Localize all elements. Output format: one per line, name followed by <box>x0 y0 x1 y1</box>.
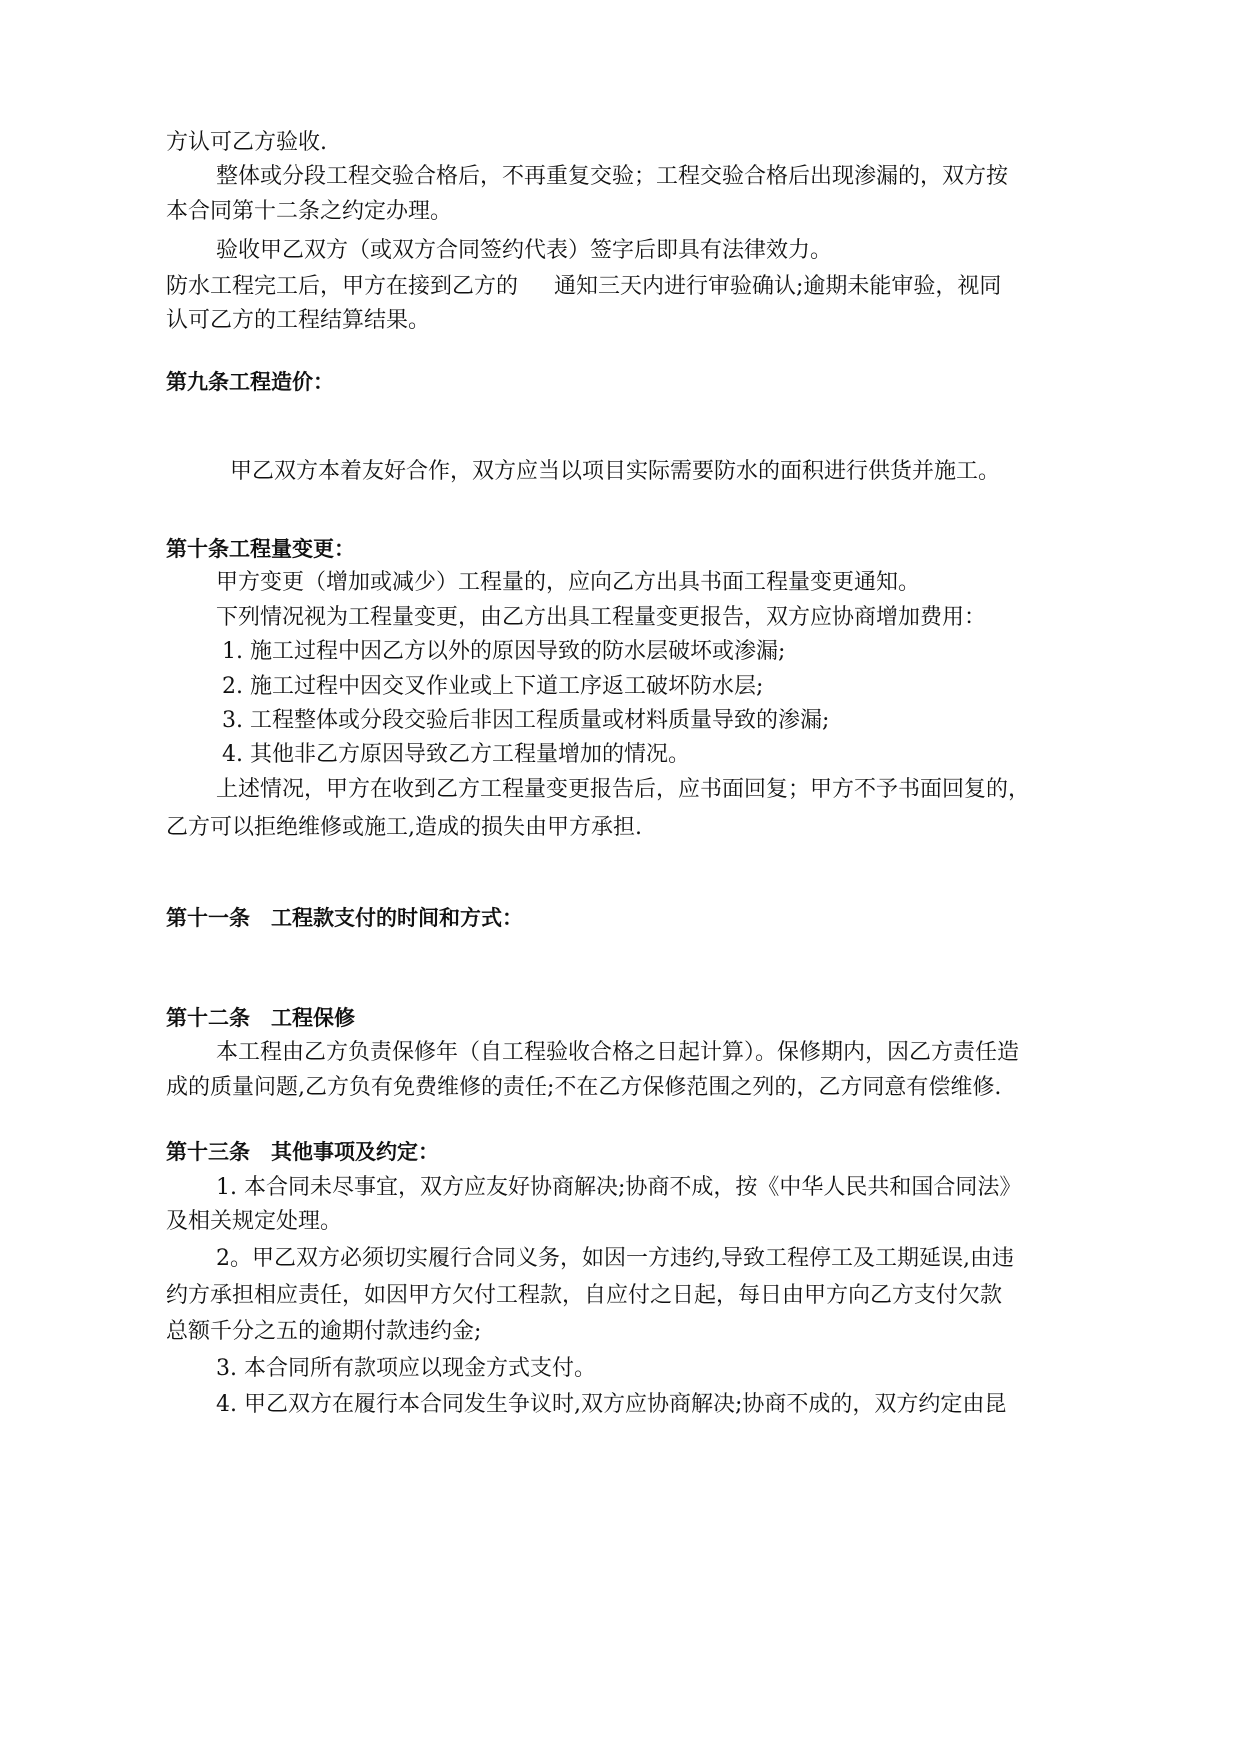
text-line: 成的质量问题,乙方负有免费维修的责任;不在乙方保修范围之列的，乙方同意有偿维修. <box>166 1075 1002 1100</box>
text-line: 乙方可以拒绝维修或施工,造成的损失由甲方承担. <box>166 815 642 840</box>
text-line <box>166 272 1126 302</box>
text-line: 本合同第十二条之约定办理。 <box>166 199 453 224</box>
text-line: 2。甲乙双方必须切实履行合同义务，如因一方违约,导致工程停工及工期延误,由违 <box>216 1246 1014 1271</box>
list-item: 1. 施工过程中因乙方以外的原因导致的防水层破坏或渗漏; <box>222 639 786 664</box>
section-heading-10: 第十条工程量变更： <box>166 537 355 561</box>
text-fragment: 通知三天内进行审验确认;逾期未能审验，视同 <box>554 274 1002 299</box>
list-item: 4. 其他非乙方原因导致乙方工程量增加的情况。 <box>222 742 690 767</box>
text-line: 4. 甲乙双方在履行本合同发生争议时,双方应协商解决;协商不成的，双方约定由昆 <box>216 1392 1007 1417</box>
text-line: 下列情况视为工程量变更，由乙方出具工程量变更报告，双方应协商增加费用： <box>216 605 987 630</box>
text-line: 甲乙双方本着友好合作，双方应当以项目实际需要防水的面积进行供货并施工。 <box>230 459 1001 484</box>
text-fragment: 防水工程完工后，甲方在接到乙方的 <box>166 274 519 299</box>
list-item: 2. 施工过程中因交叉作业或上下道工序返工破坏防水层; <box>222 674 764 699</box>
text-line: 认可乙方的工程结算结果。 <box>166 308 431 333</box>
section-heading-11: 第十一条 工程款支付的时间和方式： <box>166 906 523 930</box>
text-line: 3. 本合同所有款项应以现金方式支付。 <box>216 1356 596 1381</box>
text-line: 本工程由乙方负责保修年（自工程验收合格之日起计算）。保修期内，因乙方责任造 <box>216 1040 1020 1065</box>
section-heading-9: 第九条工程造价： <box>166 370 334 394</box>
text-line: 整体或分段工程交验合格后，不再重复交验；工程交验合格后出现渗漏的，双方按 <box>216 164 1009 189</box>
text-line: 及相关规定处理。 <box>166 1209 343 1234</box>
text-line: 上述情况，甲方在收到乙方工程量变更报告后，应书面回复；甲方不予书面回复的， <box>216 777 1031 802</box>
text-line: 总额千分之五的逾期付款违约金; <box>166 1319 482 1344</box>
text-line: 验收甲乙双方（或双方合同签约代表）签字后即具有法律效力。 <box>216 238 833 263</box>
section-heading-13: 第十三条 其他事项及约定： <box>166 1140 439 1164</box>
text-line: 约方承担相应责任，如因甲方欠付工程款，自应付之日起，每日由甲方向乙方支付欠款 <box>166 1283 1003 1308</box>
section-heading-12: 第十二条 工程保修 <box>166 1006 355 1030</box>
text-line: 甲方变更（增加或减少）工程量的，应向乙方出具书面工程量变更通知。 <box>216 570 921 595</box>
list-item: 3. 工程整体或分段交验后非因工程质量或材料质量导致的渗漏; <box>222 708 830 733</box>
text-line: 1. 本合同未尽事宜，双方应友好协商解决;协商不成，按《中华人民共和国合同法》 <box>216 1175 1022 1200</box>
text-line: 方认可乙方验收. <box>166 130 327 155</box>
